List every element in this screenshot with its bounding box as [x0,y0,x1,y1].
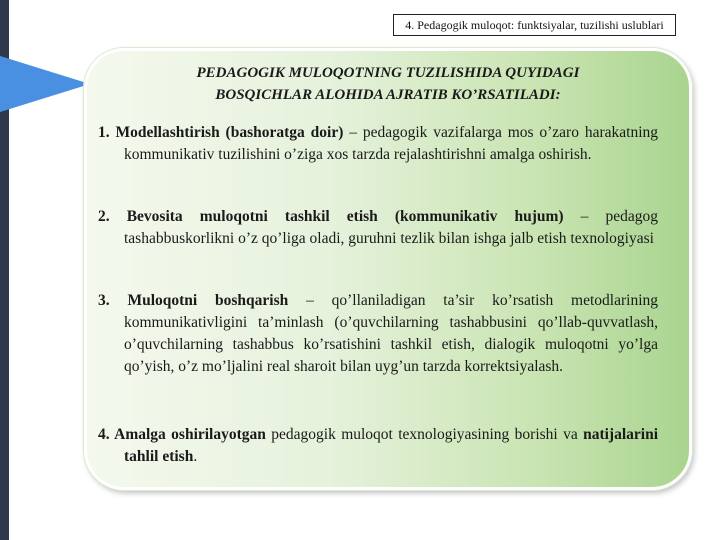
item-term: Amalga oshirilayotgan [114,426,266,443]
item-text-end: . [193,448,198,465]
list-item-3 [98,290,658,378]
item-text: pedagogik muloqot texnologiyasining borishi va [265,426,584,443]
item-number: 4. [98,426,115,443]
item-term-2: natijalarini tahlil etish [124,426,658,465]
item-term: Modellashtirish (bashoratga doir) [115,124,344,141]
item-text: – qo’llaniladigan ta’sir ko’rsatish metodlarining kommunikativligini ta’minlash (o’quvchilarning tashabbusini qo’llab-quvvatlash, o’quvchilarning tashabbus ko’rsatishini tashkil etish, dialogik muloqotni yo’lga qo’yish, o’z mo’ljalini real sharoit bilan uyg’un tarzda korrektsiyalash. [124,292,658,375]
item-number: 2. [98,208,127,225]
slide-header-text: 4. Pedagogik muloqot: funktsiyalar, tuzilishi uslublari [405,17,664,32]
item-term: Bevosita muloqotni tashkil etish (kommunikativ hujum) [126,208,564,225]
item-term: Muloqotni boshqarish [127,292,289,309]
list-item-2 [98,206,658,250]
list-item-1 [98,122,658,166]
list-item-4 [98,424,658,468]
item-text: – pedagogik vazifalarga mos o’zaro harakatning kommunikativ tuzilishini o’ziga xos tarzda rejalashtirishni amalga oshirish. [124,124,658,163]
item-text: – pedagog tashabbuskorlikni o’z qo’liga oladi, guruhni tezlik bilan ishga jalb etish texnologiyasi [124,208,658,247]
item-number: 1. [98,124,116,141]
arrow-decoration-icon [0,56,90,112]
item-number: 3. [98,292,128,309]
card-title-line-1: PEDAGOGIK MULOQOTNING TUZILISHIDA QUYIDAGI [196,65,580,81]
slide-header [393,14,676,36]
card-title [84,62,692,106]
card-title-line-2: BOSQICHLAR ALOHIDA AJRATIB KO’RSATILADI: [215,87,561,103]
